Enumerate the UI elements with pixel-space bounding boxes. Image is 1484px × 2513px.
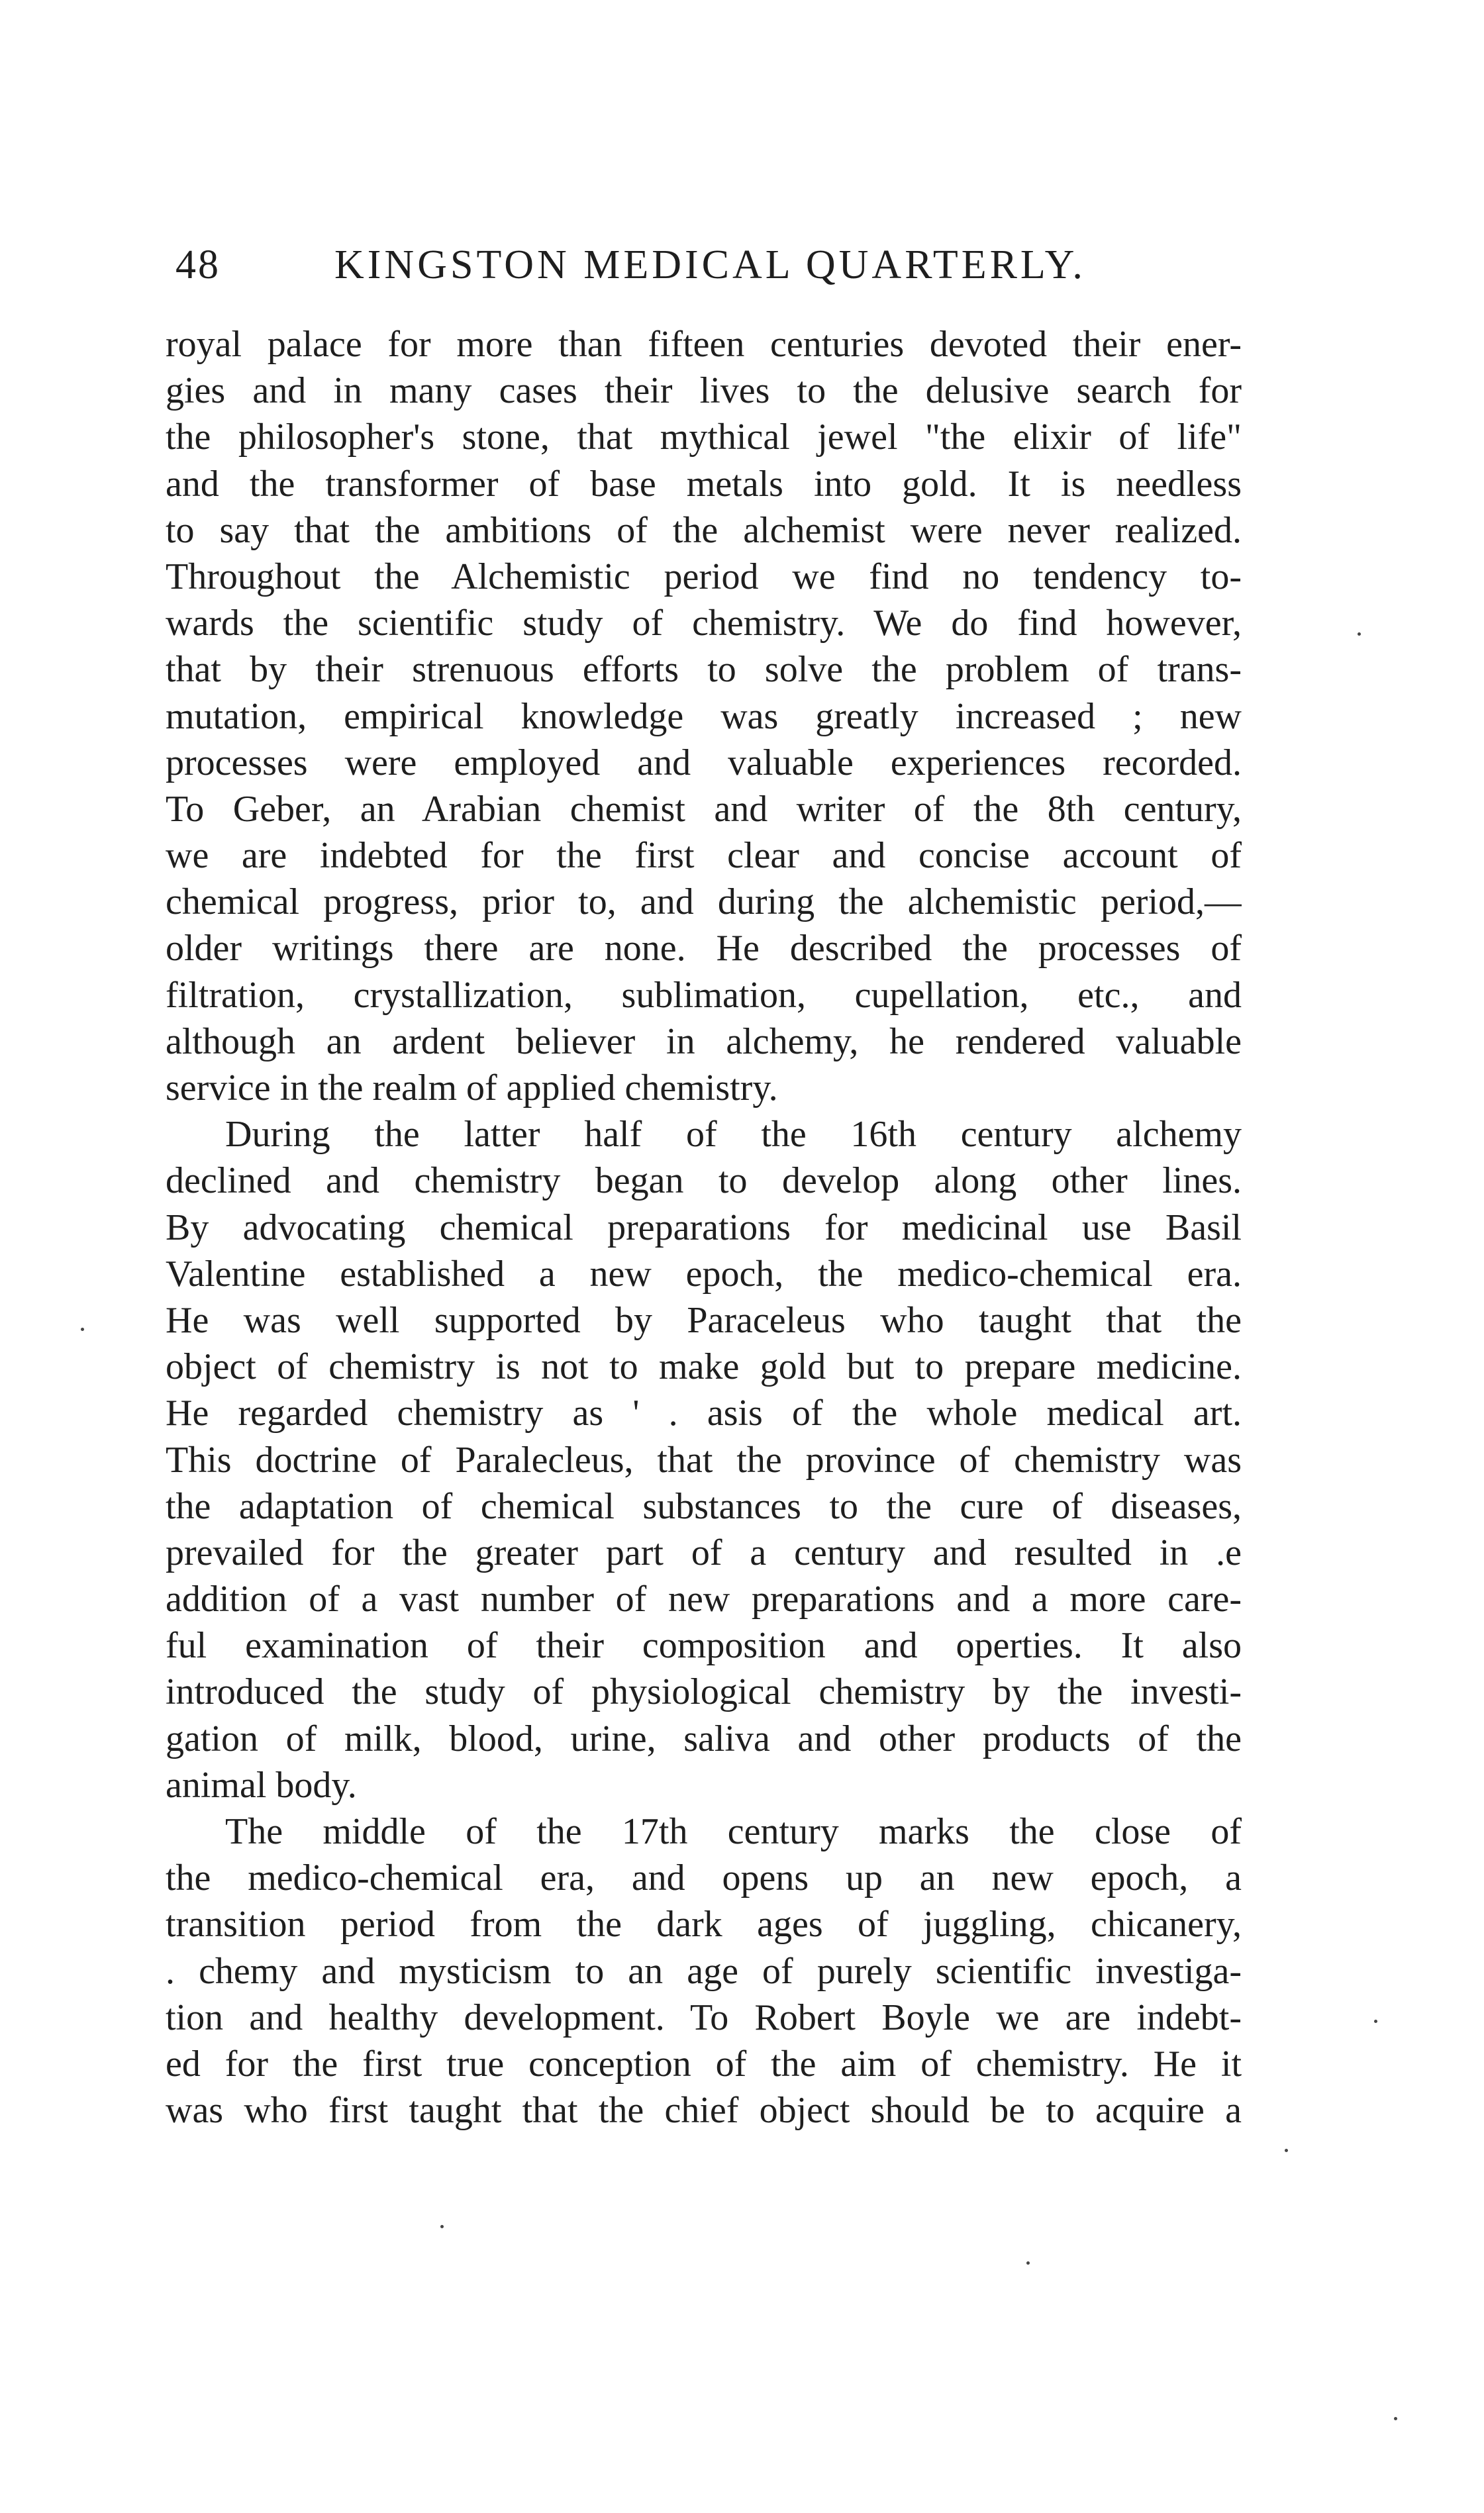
text-line: wards the scientific study of chemistry. We do find however, [166,603,1242,644]
text-line: we are indebted for the first clear and concise account of [166,835,1242,877]
scan-speck [1026,2261,1030,2265]
text-line: to say that the ambitions of the alchemist were never realized. [166,509,1242,551]
text-line: the medico-chemical era, and opens up an new epoch, a [166,1857,1242,1899]
text-line: service in the realm of applied chemistry. [166,1067,778,1109]
scan-speck [1285,2149,1288,2152]
text-line: declined and chemistry began to develop along other lines. [166,1160,1242,1202]
paragraph-1 [166,321,1242,1111]
text-line: prevailed for the greater part of a century and resulted in .e [166,1532,1242,1573]
scan-speck [440,2225,444,2228]
text-line: addition of a vast number of new preparations and a more care- [166,1579,1242,1620]
text-line: ful examination of their composition and operties. It also [166,1625,1242,1667]
text-line: the philosopher's stone, that mythical jewel "the elixir of life" [166,417,1242,458]
scan-speck [1358,632,1361,636]
text-line: the adaptation of chemical substances to the cure of diseases, [166,1485,1242,1527]
text-line: animal body. [166,1764,357,1806]
scan-speck [81,1328,84,1331]
text-line: By advocating chemical preparations for medicinal use Basil [166,1207,1242,1248]
text-line: although an ardent believer in alchemy, he rendered valuable [166,1020,1242,1062]
text-line: older writings there are none. He described the processes of [166,928,1242,969]
text-line: Valentine established a new epoch, the medico-chemical era. [166,1253,1242,1295]
text-line: gies and in many cases their lives to the delusive search for [166,370,1242,412]
text-line: tion and healthy development. To Robert Boyle we are indebt- [166,1996,1242,2038]
text-line: mutation, empirical knowledge was greatly increased ; new [166,695,1242,737]
text-line: Throughout the Alchemistic period we find no tendency to- [166,556,1242,597]
paragraph-3 [166,1808,1242,2134]
text-line: gation of milk, blood, urine, saliva and other products of the [166,1718,1242,1759]
text-line: ed for the first true conception of the aim of chemistry. He it [166,2043,1242,2085]
text-line: . chemy and mysticism to an age of purely scientific investiga- [166,1950,1242,1992]
text-line: During the latter half of the 16th century alchemy [225,1114,1242,1156]
text-line: The middle of the 17th century marks the close of [225,1811,1242,1852]
paragraph-2 [166,1111,1242,1808]
text-line: To Geber, an Arabian chemist and writer of the 8th century, [166,788,1242,830]
text-line: transition period from the dark ages of juggling, chicanery, [166,1904,1242,1946]
text-line: that by their strenuous efforts to solve the problem of trans- [166,649,1242,691]
page-header [175,228,1238,301]
text-line: He regarded chemistry as ' . asis of the whole medical art. [166,1393,1242,1434]
scan-speck [1374,2020,1377,2023]
text-line: royal palace for more than fifteen centuries devoted their ener- [166,324,1242,365]
text-line: object of chemistry is not to make gold but to prepare medicine. [166,1346,1242,1388]
text-line: This doctrine of Paralecleus, that the province of chemistry was [166,1439,1242,1481]
body-text [166,321,1242,2134]
text-line: processes were employed and valuable experiences recorded. [166,742,1242,783]
page-number: 48 [175,242,221,287]
text-line: chemical progress, prior to, and during the alchemistic period,— [166,881,1242,923]
text-line: and the transformer of base metals into gold. It is needless [166,463,1242,505]
text-line: was who first taught that the chief object should be to acquire a [166,2090,1242,2132]
text-line: filtration, crystallization, sublimation, cupellation, etc., and [166,974,1242,1016]
text-line: He was well supported by Paraceleus who taught that the [166,1299,1242,1341]
scan-speck [1394,2417,1397,2420]
text-line: introduced the study of physiological chemistry by the investi- [166,1671,1242,1713]
running-title: KINGSTON MEDICAL QUARTERLY. [334,242,1086,287]
